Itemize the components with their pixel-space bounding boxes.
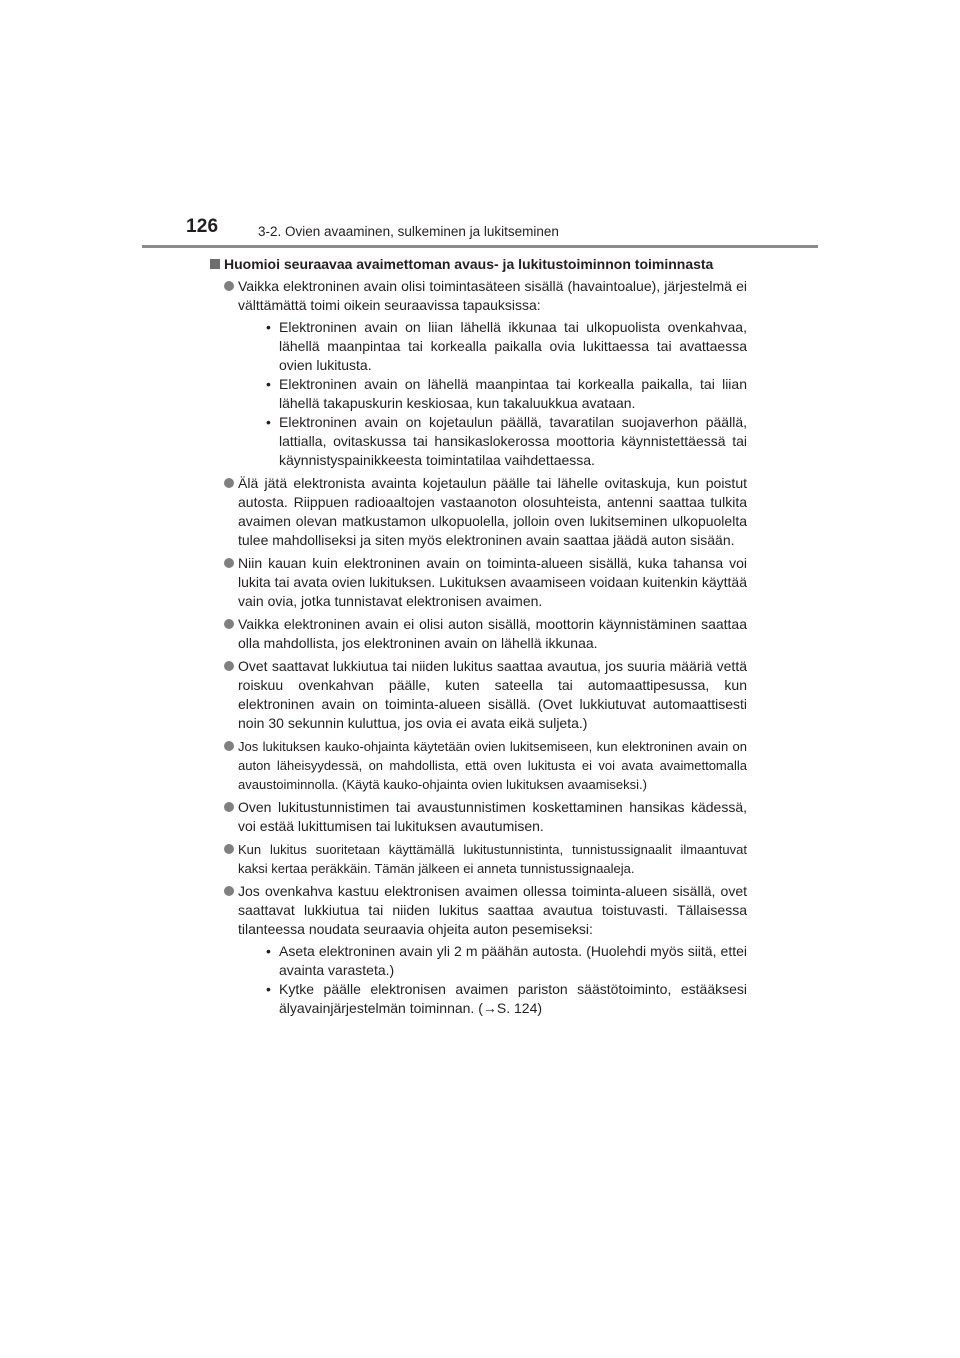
page-header [142,214,818,248]
circle-bullet-icon [224,558,234,568]
list-item [210,657,747,733]
list-item-text: Ovet saattavat lukkiutua tai niiden lukitus saattaa avautua, jos suuria määriä vettä roiskuu ovenkahvan päälle, kuten sateella tai automaattipesussa, kun elektroninen avain on toiminta-alueen sisällä. (Ovet lukkiutuvat automaattisesti noin 30 sekunnin kuluttua, jos ovia ei avata eikä suljeta.) [238,658,747,731]
sub-list-item-text: Elektroninen avain on kojetaulun päällä, tavaratilan suojaverhon päällä, lattialla, ovitaskussa tai hansikaslokerossa moottoria käynnistettäessä tai käynnistyspainikkeesta toimintatilaa vaihdettaessa. [279,414,747,468]
list-item [210,737,747,794]
header-rule [142,245,818,248]
list-item-text: Niin kauan kuin elektroninen avain on toiminta-alueen sisällä, kuka tahansa voi lukita tai avata ovien lukituksen. Lukituksen avaamiseen voidaan kuitenkin käyttää vain ovia, jotka tunnistavat elektronisen avaimen. [238,555,747,609]
dot-marker-icon: • [266,943,271,959]
list-item-text: Jos lukituksen kauko-ohjainta käytetään ovien lukitsemiseen, kun elektroninen avain on auton läheisyydessä, on mahdollista, että oven lukitusta ei voi avata avaimettomalla avaustoiminnolla. (Käytä kauko-ohjainta ovien lukituksen avaamiseksi.) [238,739,747,792]
sub-list-item [238,413,747,470]
list-item-text: Oven lukitustunnistimen tai avaustunnistimen koskettaminen hansikas kädessä, voi estää lukittumisen tai lukituksen avautumisen. [238,799,747,834]
square-bullet-icon [210,259,220,269]
dot-marker-icon: • [266,981,271,997]
section-title: 3-2. Ovien avaaminen, sulkeminen ja lukitseminen [258,224,559,239]
circle-bullet-icon [224,661,234,671]
sub-list-item [238,942,747,980]
section-heading-text: Huomioi seuraavaa avaimettoman avaus- ja lukitustoiminnon toiminnasta [224,256,714,272]
sub-list [238,942,747,1018]
list-item [210,798,747,836]
list-item [210,554,747,611]
dot-marker-icon: • [266,414,271,430]
section-heading [210,255,747,274]
list-item-text: Kun lukitus suoritetaan käyttämällä lukitustunnistinta, tunnistussignaalit ilmaantuvat kaksi kertaa peräkkäin. Tämän jälkeen ei anneta tunnistussignaaleja. [238,842,747,876]
page-number: 126 [186,216,219,237]
sub-list-item-text: Kytke päälle elektronisen avaimen pariston säästötoiminto, estääksesi älyavainjärjestelmän toiminnan. (→S. 124) [279,981,747,1016]
list-item-text: Älä jätä elektronista avainta kojetaulun päälle tai lähelle ovitaskuja, kun poistut autosta. Riippuen radioaaltojen vastaanoton olosuhteista, antenni saattaa tulkita avaimen olevan matkustamon ulkopuolella, jolloin oven lukitseminen ulkopuolelta tulee mahdolliseksi ja siten myös elektroninen avain saattaa jäädä auton sisään. [238,475,747,548]
list-item-text: Vaikka elektroninen avain olisi toimintasäteen sisällä (havaintoalue), järjestelmä ei välttämättä toimi oikein seuraavissa tapauksissa: [238,278,747,313]
page-content [210,255,747,1022]
circle-bullet-icon [224,619,234,629]
circle-bullet-icon [224,741,234,751]
circle-bullet-icon [224,478,234,488]
sub-list-item-text: Aseta elektroninen avain yli 2 m päähän autosta. (Huolehdi myös siitä, ettei avainta varasteta.) [279,943,747,978]
sub-list-item-text: Elektroninen avain on liian lähellä ikkunaa tai ulkopuolista ovenkahvaa, lähellä maanpintaa tai korkealla paikalla ovia lukittaessa tai avattaessa ovien lukitusta. [279,319,747,373]
circle-bullet-icon [224,281,234,291]
list-item-text: Jos ovenkahva kastuu elektronisen avaimen ollessa toiminta-alueen sisällä, ovet saattavat lukkiutua tai niiden lukitus saattaa avautua toistuvasti. Tällaisessa tilanteessa noudata seuraavia ohjeita auton pesemiseksi: [238,883,747,937]
list-item [210,474,747,550]
sub-list-item [238,318,747,375]
list-item [210,615,747,653]
sub-list [238,318,747,470]
circle-bullet-icon [224,844,234,854]
sub-list-item [238,980,747,1018]
sub-list-item [238,375,747,413]
list-item-text: Vaikka elektroninen avain ei olisi auton sisällä, moottorin käynnistäminen saattaa olla mahdollista, jos elektroninen avain on lähellä ikkunaa. [238,616,747,651]
list-item [210,840,747,878]
list-item [210,277,747,470]
circle-bullet-icon [224,886,234,896]
sub-list-item-text: Elektroninen avain on lähellä maanpintaa tai korkealla paikalla, tai liian lähellä takapuskurin keskiosaa, kun takaluukkua avataan. [279,376,747,411]
dot-marker-icon: • [266,376,271,392]
dot-marker-icon: • [266,319,271,335]
list-item [210,882,747,1018]
circle-bullet-icon [224,802,234,812]
